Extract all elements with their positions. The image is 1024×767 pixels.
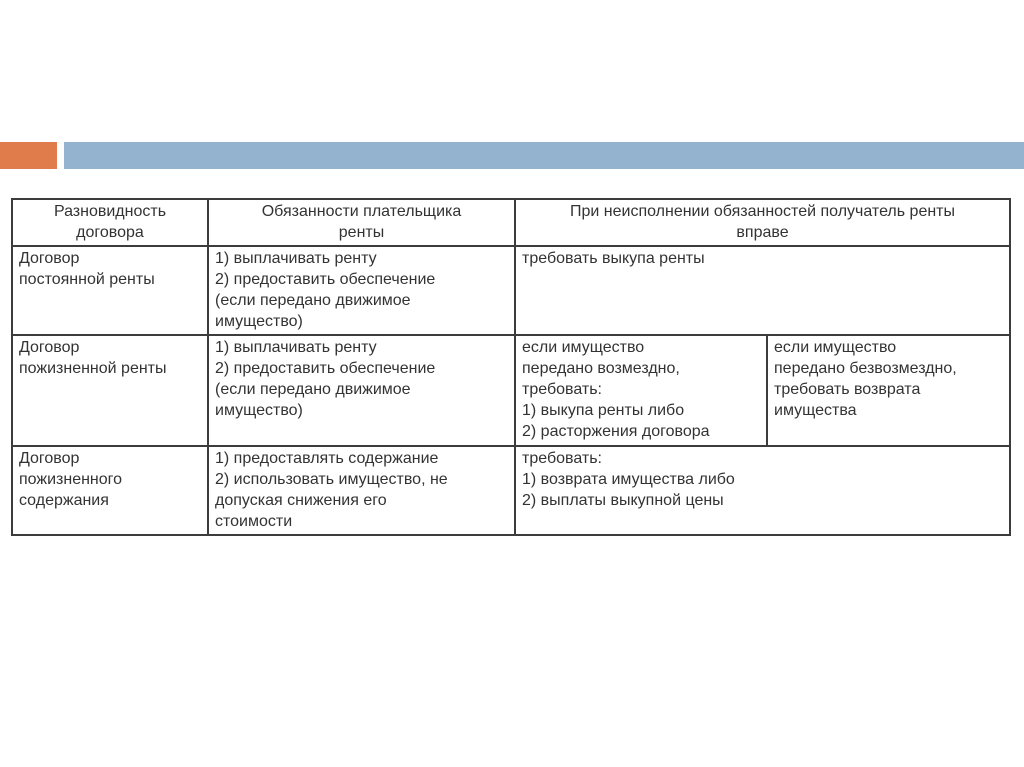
- cell-payer-duties: 1) выплачивать ренту 2) предоставить обеспечение (если передано движимое имущество): [208, 246, 515, 335]
- accent-bar-orange: [0, 142, 57, 169]
- rent-contracts-table: [11, 198, 1011, 536]
- cell-contract-type: Договор постоянной ренты: [12, 246, 208, 335]
- cell-payer-duties: 1) предоставлять содержание 2) использовать имущество, не допуская снижения его стоимости: [208, 446, 515, 535]
- cell-payer-duties: 1) выплачивать ренту 2) предоставить обеспечение (если передано движимое имущество): [208, 335, 515, 446]
- table-row: [12, 446, 1010, 535]
- table-header-row: [12, 199, 1010, 246]
- cell-contract-type: Договор пожизненного содержания: [12, 446, 208, 535]
- cell-recipient-rights: требовать выкупа ренты: [515, 246, 1010, 335]
- header-contract-type: Разновидность договора: [12, 199, 208, 246]
- cell-recipient-rights-free: если имущество передано безвозмездно, требовать возврата имущества: [767, 335, 1010, 446]
- table-row: [12, 335, 1010, 446]
- cell-recipient-rights: требовать: 1) возврата имущества либо 2) выплаты выкупной цены: [515, 446, 1010, 535]
- header-payer-duties: Обязанности плательщика ренты: [208, 199, 515, 246]
- table-row: [12, 246, 1010, 335]
- cell-contract-type: Договор пожизненной ренты: [12, 335, 208, 446]
- header-recipient-rights: При неисполнении обязанностей получатель ренты вправе: [515, 199, 1010, 246]
- cell-recipient-rights-paid: если имущество передано возмездно, требовать: 1) выкупа ренты либо 2) расторжения договора: [515, 335, 767, 446]
- accent-bar-blue: [64, 142, 1024, 169]
